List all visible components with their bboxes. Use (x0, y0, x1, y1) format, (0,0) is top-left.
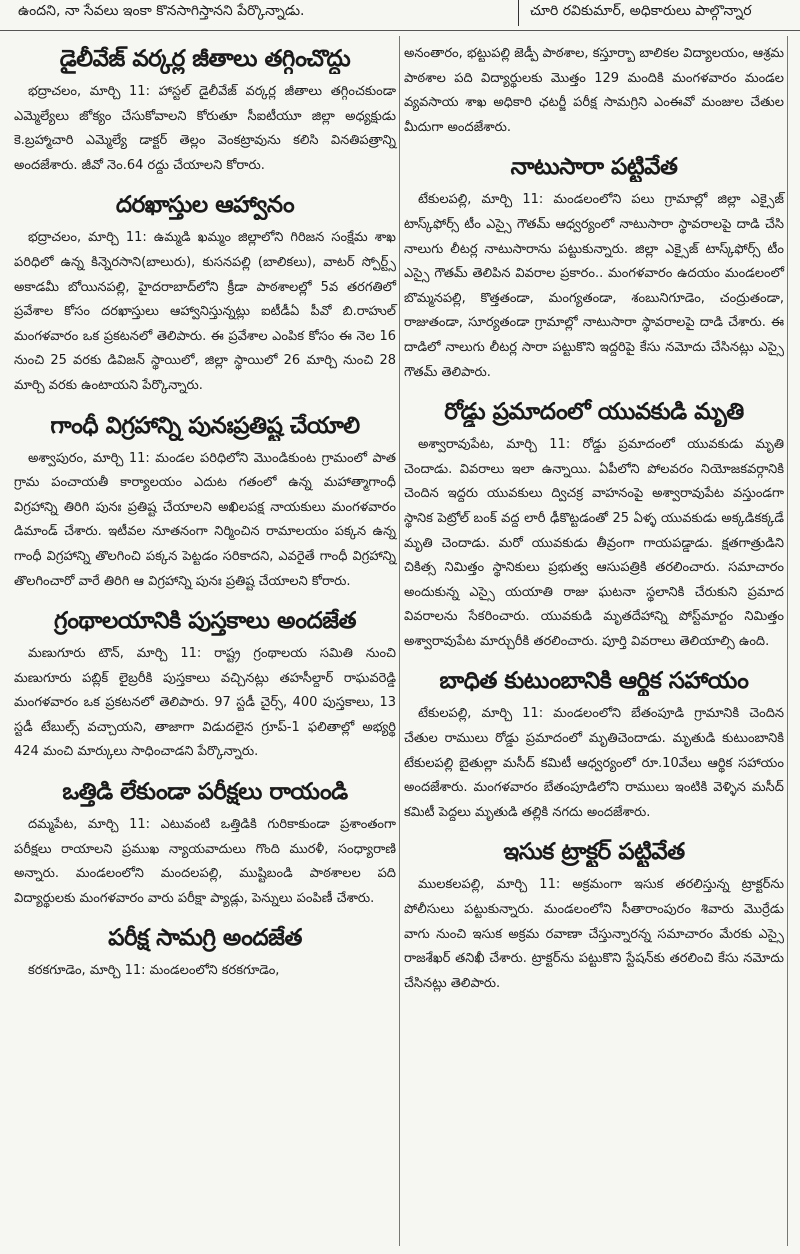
article-body: టేకులపల్లి, మార్చి 11: మండలంలోని బేతంపూడి గ్రామానికి చెందిన చేతుల రాములు రోడ్డు ప్రమాదంలో మృతిచెందాడు. మృతుడి కుటుంబానికి టేకులపల్లి బైతుల్లా మసీద్ కమిటీ ఆధ్వర్యంలో రూ.10వేలు ఆర్థిక సహాయం అందజేశారు. మంగళవారం బేతంపూడిలోని రాములు ఇంటికి వెళ్ళిన మసీద్ కమిటీ పెద్దలు మృతుడి తల్లికి నగదు అందజేశారు. (404, 706, 784, 820)
article-natusara-seized (404, 152, 784, 385)
article-library-books (14, 606, 396, 765)
column-divider (399, 36, 400, 1246)
headline: ఇసుక ట్రాక్టర్ పట్టివేత (503, 839, 685, 866)
article-body: ములకలపల్లి, మార్చి 11: అక్రమంగా ఇసుక తరలిస్తున్న ట్రాక్టర్‌ను పోలీసులు పట్టుకున్నారు. మండలంలోని సీతారాంపురం శివారు మొర్రేడు వాగు నుంచి ఇసుక అక్రమ రవాణా చేస్తున్నారన్న సమాచారం మేరకు ఎస్సై రాజశేఖర్ తనిఖీ చేశారు. ట్రాక్టర్‌ను పట్టుకొని స్టేషన్‌కు తరలించి కేసు నమోదు చేసినట్లు తెలిపారు. (404, 877, 784, 991)
headline: రోడ్డు ప్రమాదంలో యువకుడి మృతి (444, 399, 744, 426)
article-exams-without-stress (14, 777, 396, 911)
article-gandhi-statue (14, 411, 396, 595)
headline: గాంధీ విగ్రహాన్ని పునఃప్రతిష్ట చేయాలి (50, 412, 360, 439)
left-column (14, 42, 396, 996)
top-strip (0, 0, 800, 28)
top-strip-divider (518, 0, 519, 26)
top-strip-left-text: ఉందని, నా సేవలు ఇంకా కొనసాగిస్తానని పేర్కొన్నాడు. (18, 3, 305, 19)
article-body: మణుగూరు టౌన్, మార్చి 11: రాష్ట్ర గ్రంథాలయ సమితి నుంచి మణుగూరు పబ్లిక్ లైబ్రరీకి పుస్తకాలు వచ్చినట్లు తహసీల్దార్ రాఘవరెడ్డి మంగళవారం ఒక ప్రకటనలో తెలిపారు. 97 స్టడీ చైర్స్, 400 పుస్తకాలు, 13 స్టడీ టేబుల్స్ వచ్చాయని, తాజాగా విడుదలైన గ్రూప్-1 ఫలితాల్లో అభ్యర్థి 424 మంచి మార్కులు సాధించాడని పేర్కొన్నారు. (14, 646, 396, 760)
adjacent-column-edge (788, 36, 800, 1246)
article-sand-tractor-seized (404, 837, 784, 996)
article-body: భద్రాచలం, మార్చి 11: హాస్టల్ డైలీవేజ్ వర్కర్ల జీతాలు తగ్గించకుండా ఎమ్మెల్యేలు జోక్యం చేసుకోవాలని కోరుతూ సీఐటీయూ జిల్లా అధ్యక్షుడు కె.బ్రహ్మాచారి ఎమ్మెల్యే డాక్టర్ తెల్లం వెంకట్రావును కలిసి వినతిపత్రాన్ని అందజేశారు. జీవో నెం.64 రద్దు చేయాలని కోరారు. (14, 84, 396, 173)
article-applications-invited (14, 190, 396, 398)
article-road-accident (404, 397, 784, 654)
headline: పరీక్ష సామగ్రి అందజేత (108, 925, 302, 952)
article-exam-material (14, 923, 396, 984)
article-body: భద్రాచలం, మార్చి 11: ఉమ్మడి ఖమ్మం జిల్లాలోని గిరిజన సంక్షేమ శాఖ పరిధిలో ఉన్న కిన్నెరసాని(బాలురు), కుసనపల్లి (బాలికలు), వాటర్ స్పోర్ట్స్ అకాడమీ బోయినపల్లి, హైదరాబాద్‌లోని క్రీడా పాఠశాలల్లో 5వ తరగతిలో ప్రవేశాల కోసం దరఖాస్తులు ఆహ్వానిస్తున్నట్లు ఐటీడీఏ పీవో బి.రాహుల్ మంగళవారం ఒక ప్రకటనలో తెలిపారు. ఈ ప్రవేశాల ఎంపిక కోసం ఈ నెల 16 నుంచి 25 వరకు డివిజన్ స్థాయిలో, జిల్లా స్థాయిలో 26 మార్చి నుంచి 28 మార్చి వరకు ఉంటాయని పేర్కొన్నారు. (14, 230, 396, 393)
headline: బాధిత కుటుంబానికి ఆర్థిక సహాయం (439, 668, 749, 695)
article-body: టేకులపల్లి, మార్చి 11: మండలంలోని పలు గ్రామాల్లో జిల్లా ఎక్సైజ్ టాస్క్‌ఫోర్స్ టీం ఎస్సై గౌతమ్ ఆధ్వర్యంలో నాటుసారా స్థావరాలపై దాడి చేసి నాలుగు లీటర్ల నాటుసారాను పట్టుకున్నారు. జిల్లా ఎక్సైజ్ టాస్క్‌ఫోర్స్ టీం ఎస్సై గౌతమ్ తెలిపిన వివరాల ప్రకారం.. మంగళవారం ఉదయం మండలంలో బొమ్మనపల్లి, కొత్తతండా, మంగ్యతండా, శంబునిగూడెం, చంద్రుతండా, రాజుతండా, సూర్యతండా గ్రామాల్లో నాటుసారా స్థావరాలపై దాడి చేశారు. ఈ దాడిలో నాలుగు లీటర్ల సారా పట్టుకొని ఇద్దరిపై కేసు నమోదు చేసినట్లు ఎస్సై గౌతమ్ తెలిపారు. (404, 192, 784, 380)
article-dailywage-salaries (14, 44, 396, 178)
headline: ఒత్తిడి లేకుండా పరీక్షలు రాయండి (62, 779, 348, 806)
article-financial-aid (404, 666, 784, 825)
article-body: కరకగూడెం, మార్చి 11: మండలంలోని కరకగూడెం, (28, 963, 280, 979)
article-body: అశ్వారావుపేట, మార్చి 11: రోడ్డు ప్రమాదంలో యువకుడు మృతి చెందాడు. వివరాలు ఇలా ఉన్నాయి. ఏపీలోని పోలవరం నియోజకవర్గానికి చెందిన ఇద్దరు యువకులు ద్విచక్ర వాహనంపై అశ్వారావుపేట వస్తుండగా స్థానిక పెట్రోల్ బంక్ వద్ద లారీ ఢీకొట్టడంతో 25 ఏళ్ళ యువకుడు అక్కడికక్కడే మృతి చెందాడు. మరో యువకుడు తీవ్రంగా గాయపడ్డాడు. క్షతగాత్రుడిని చికిత్స నిమిత్తం స్థానికులు ప్రభుత్వ ఆసుపత్రికి తరలించారు. సమాచారం అందుకున్న ఎస్సై యయాతి రాజు ఘటనా స్థలానికి చేరుకుని ప్రమాద వివరాలను సేకరించారు. యువకుడి మృతదేహాన్ని పోస్ట్‌మార్టం నిమిత్తం అశ్వారావుపేట మార్చురీకి తరలించారు. పూర్తి వివరాలు తెలియాల్సి ఉంది. (404, 437, 784, 649)
top-rule (0, 30, 800, 31)
headline: డైలీవేజ్ వర్కర్ల జీతాలు తగ్గించొద్దు (59, 46, 351, 72)
article-exam-material-continued (404, 42, 784, 140)
headline: నాటుసారా పట్టివేత (510, 154, 678, 181)
article-body: దమ్మపేట, మార్చి 11: ఎటువంటి ఒత్తిడికి గురికాకుండా ప్రశాంతంగా పరీక్షలు రాయాలని ప్రముఖ న్యాయవాదులు గొంది మురళీ, సంధ్యారాణి అన్నారు. మండలంలోని మందలపల్లి, ముష్టిబండి పాఠశాలల పది విద్యార్థులకు మంగళవారం వారు పరీక్షా ప్యాడ్లు, పెన్నులు పంపిణీ చేశారు. (14, 817, 396, 906)
article-body: అనంతారం, భట్టుపల్లి జెడ్పీ పాఠశాల, కస్తూర్బా బాలికల విద్యాలయం, ఆశ్రమ పాఠశాల పది విద్యార్థులకు మొత్తం 129 మందికి మంగళవారం మండల వ్యవసాయ శాఖ అధికారి ఛటర్జీ పరీక్ష సామగ్రిని ఎంఈవో మంజుల చేతుల మీదుగా అందజేశారు. (404, 46, 784, 135)
top-strip-right-text: చూరి రవికుమార్, అధికారులు పాల్గొన్నార (530, 3, 752, 19)
article-body: అశ్వాపురం, మార్చి 11: మండల పరిధిలోని మొండికుంట గ్రామంలో పాత గ్రామ పంచాయతీ కార్యాలయం ఎదుట గతంలో ఉన్న మహాత్మాగాంధీ విగ్రహాన్ని తిరిగి పునః ప్రతిష్ట చేయాలని అఖిలపక్ష నాయకులు మంగళవారం డిమాండ్ చేశారు. ఇటీవల నూతనంగా నిర్మించిన రామాలయం పక్కన ఉన్న గాంధీ విగ్రహాన్ని తొలగించి పక్కన పెట్టడం సరికాదని, ఎవరైతే గాంధీ విగ్రహాన్ని తొలగించారో వారే తిరిగి ఆ విగ్రహాన్ని పునః ప్రతిష్ట చేయాలని కోరారు. (14, 450, 396, 589)
right-column (404, 42, 784, 1008)
headline: గ్రంథాలయానికి పుస్తకాలు అందజేత (53, 608, 357, 635)
headline: దరఖాస్తుల ఆహ్వానం (115, 192, 295, 219)
